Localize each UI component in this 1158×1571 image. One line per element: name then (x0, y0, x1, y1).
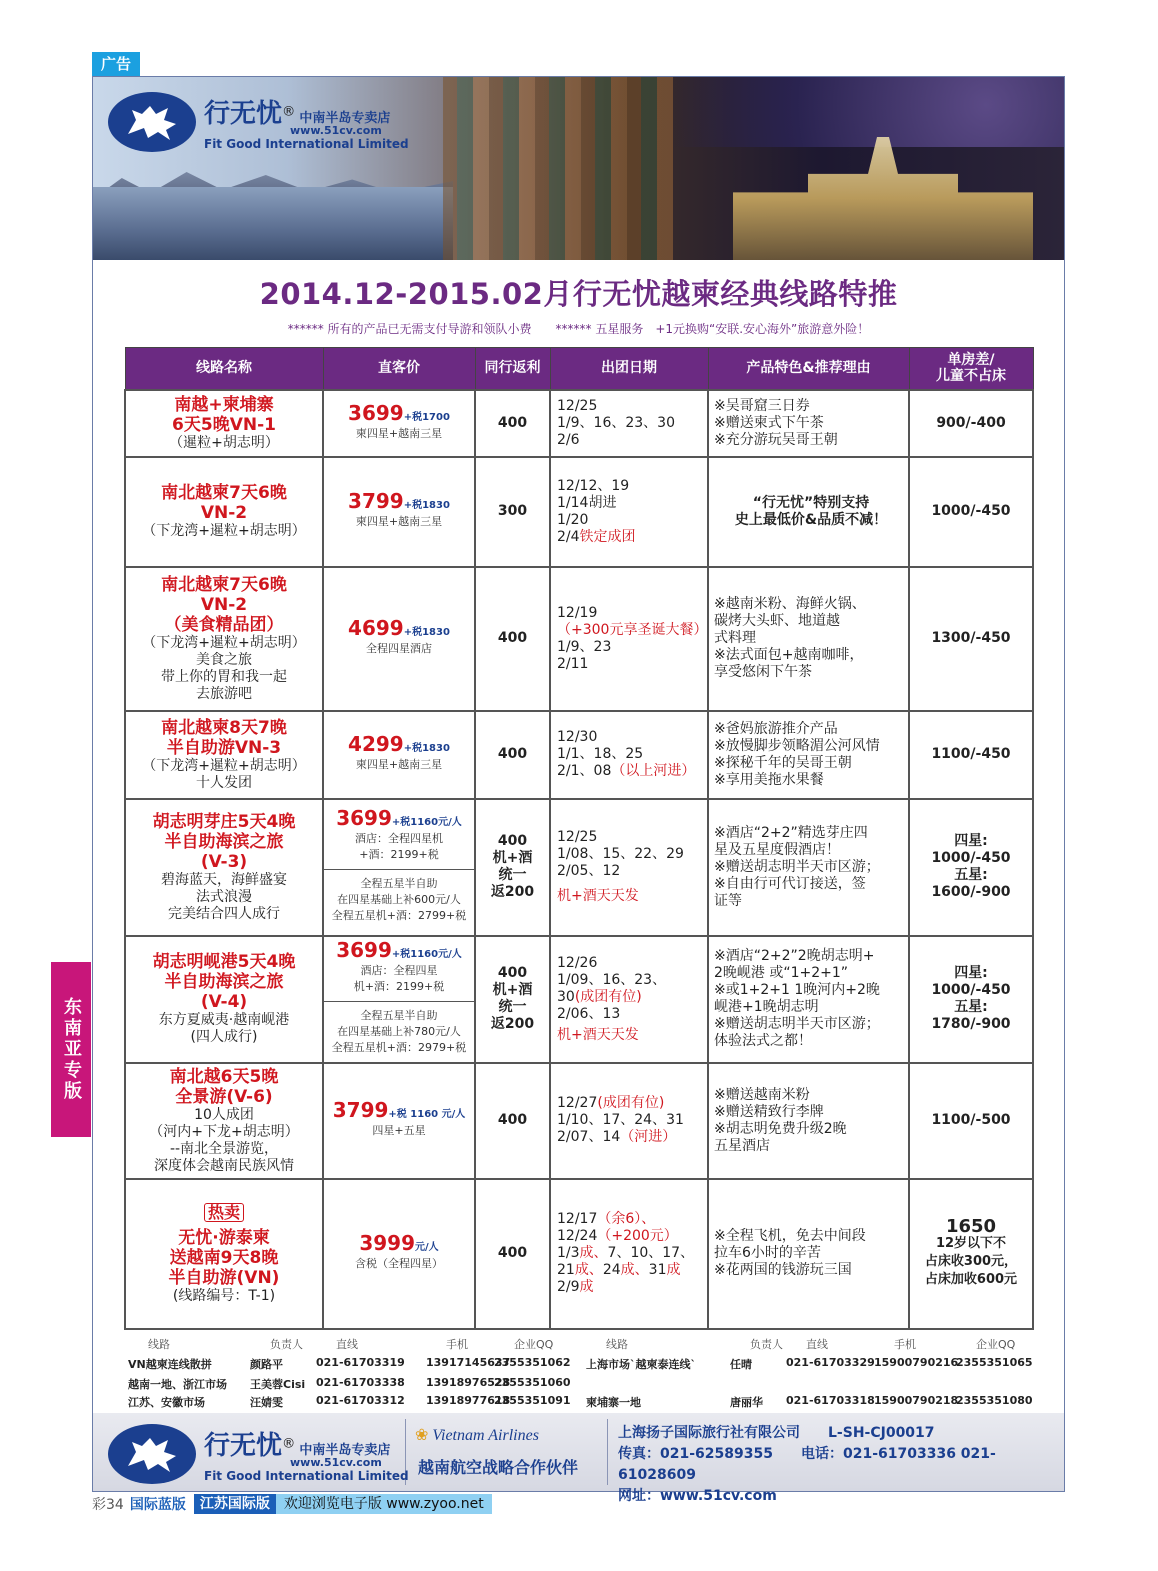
contact-cell: 2355351062 (494, 1356, 571, 1369)
route-price: 3999元/人 含税（全程四星） (323, 1179, 475, 1329)
contact-header: 线路 (148, 1338, 170, 1351)
route-features: ※爸妈旅游推介产品 ※放慢脚步领略湄公河风情 ※探秘千年的吴哥王朝 ※享用美拖水果餐 (708, 711, 909, 799)
contact-cell: 13917145637 (426, 1356, 511, 1369)
contact-cell: 15900790218 (874, 1394, 959, 1407)
agency-info: 上海扬子国际旅行社有限公司 L-SH-CJ00017 传真：021-62589355 电话：021-61703336 021-61028609 网址：www.51cv.com (618, 1425, 996, 1504)
routes-table (124, 347, 1034, 1330)
route-features: ※酒店“2+2”精选芽庄四 星及五星度假酒店！ ※赠送胡志明半天市区游； ※自由行可代订接送，签 证等 (708, 799, 909, 936)
route-room-diff: 1000/-450 (909, 457, 1033, 567)
route-features: ※酒店“2+2”2晚胡志明+ 2晚岘港 或“1+2+1” ※或1+2+1 1晚河内+2晚 岘港+1晚胡志明 ※赠送胡志明半天市区游； 体验法式之都！ (708, 936, 909, 1063)
route-features: ※全程飞机，免去中间段 拉车6小时的辛苦 ※花两国的钱游玩三国 (708, 1179, 909, 1329)
col-header: 单房差/ 儿童不占床 (909, 348, 1033, 390)
route-rebate: 400 (475, 567, 550, 711)
route-rebate: 400 (475, 390, 550, 457)
table-row (125, 799, 1033, 936)
route-name: 胡志明岘港5天4晚 半自助海滨之旅 (V-4) 东方夏威夷·越南岘港 (四人成行) (125, 936, 323, 1063)
contact-header: 直线 (336, 1338, 358, 1351)
route-room-diff: 四星: 1000/-450 五星: 1780/-900 (909, 936, 1033, 1063)
contact-cell: VN越柬连线散拼 (128, 1358, 212, 1371)
contact-cell: 汪婧雯 (250, 1396, 283, 1409)
contact-cell: 13918977618 (426, 1394, 511, 1407)
route-name: 热卖 无忧·游泰柬 送越南9天8晚 半自助游(VN) (线路编号：T-1) (125, 1179, 323, 1329)
contact-cell: 2355351091 (494, 1394, 571, 1407)
airline-partner: 越南航空战略合作伙伴 (418, 1458, 579, 1477)
contact-header: 企业QQ (976, 1338, 1016, 1351)
route-features: ※越南米粉、海鲜火锅、 碳烤大头虾、地道越 式料理 ※法式面包+越南咖啡， 享受悠闲下午茶 (708, 567, 909, 711)
route-dates: 12/12、19 1/14胡进 1/20 2/4铁定成团 (550, 457, 708, 567)
page-title: 2014.12-2015.02月行无忧越柬经典线路特推 (259, 277, 898, 311)
route-price: 3699+税1700 柬四星+越南三星 (323, 390, 475, 457)
route-room-diff: 900/-400 (909, 390, 1033, 457)
route-dates: 12/17（余6）、 12/24（+200元） 1/3成、7、10、17、 21成、24成、31成 2/9成 (550, 1179, 708, 1329)
contact-cell: 021-61703319 (316, 1356, 405, 1369)
route-rebate: 400 (475, 711, 550, 799)
page-number: 彩34 (92, 1497, 124, 1513)
route-name: 南越+柬埔寨 6天5晚VN-1 （暹粒+胡志明） (125, 390, 323, 457)
brand-english: Fit Good International Limited (204, 137, 409, 151)
table-row (125, 711, 1033, 799)
route-rebate: 400 机+酒 统一 返200 (475, 936, 550, 1063)
table-row (125, 567, 1033, 711)
table-row (125, 1179, 1033, 1329)
route-price: 4299+税1830 柬四星+越南三星 (323, 711, 475, 799)
table-row (125, 936, 1033, 1063)
contact-cell: 江苏、安徽市场 (128, 1396, 205, 1409)
route-room-diff: 1100/-500 (909, 1063, 1033, 1179)
route-room-diff: 1300/-450 (909, 567, 1033, 711)
hot-badge: 热卖 (204, 1203, 244, 1222)
route-name: 南北越柬8天7晚 半自助游VN-3 （下龙湾+暹粒+胡志明） 十人发团 (125, 711, 323, 799)
contact-cell: 唐丽华 (730, 1396, 763, 1409)
contact-cell: 任晴 (730, 1358, 752, 1371)
contact-header: 企业QQ (514, 1338, 554, 1351)
route-dates: 12/30 1/1、18、25 2/1、08（以上河进） (550, 711, 708, 799)
route-room-diff: 四星: 1000/-450 五星: 1600/-900 (909, 799, 1033, 936)
route-features: ※赠送越南米粉 ※赠送精致行李牌 ※胡志明免费升级2晚 五星酒店 (708, 1063, 909, 1179)
col-header: 线路名称 (125, 348, 323, 390)
route-features: ※吴哥窟三日券 ※赠送柬式下午茶 ※充分游玩吴哥王朝 (708, 390, 909, 457)
route-price: 3799+税 1160 元/人 四星+五星 (323, 1063, 475, 1179)
route-rebate: 300 (475, 457, 550, 567)
section-side-tab: 东南亚专版 (51, 962, 91, 1137)
col-header: 同行返利 (475, 348, 550, 390)
contact-header: 负责人 (270, 1338, 303, 1351)
contact-cell: 2355351080 (956, 1394, 1033, 1407)
brand-store: 中南半岛专卖店 (299, 111, 391, 126)
lotus-icon: ❀ (415, 1427, 429, 1444)
route-dates: 12/25 1/9、16、23、30 2/6 (550, 390, 708, 457)
route-price: 3699+税1160元/人 酒店：全程四星机 +酒：2199+税 全程五星半自助 在四星基础上补600元/人 全程五星机+酒：2799+税 (323, 799, 475, 936)
website-link[interactable]: 欢迎浏览电子版 www.zyoo.net (276, 1494, 492, 1514)
route-name: 南北越柬7天6晚 VN-2 （下龙湾+暹粒+胡志明） (125, 457, 323, 567)
table-row (125, 390, 1033, 457)
edition-label: 国际蓝版 (129, 1497, 186, 1513)
col-header: 直客价 (323, 348, 475, 390)
route-dates: 12/25 1/08、15、22、29 2/05、12 机+酒天天发 (550, 799, 708, 936)
contact-cell: 2355351060 (494, 1376, 571, 1389)
contact-header: 手机 (894, 1338, 916, 1351)
col-header: 出团日期 (550, 348, 708, 390)
table-header (125, 348, 1033, 390)
airline-logo: ❀ Vietnam Airlines (415, 1427, 539, 1444)
route-dates: 12/27(成团有位) 1/10、17、24、31 2/07、14（河进） (550, 1063, 708, 1179)
contact-cell: 021-61703312 (316, 1394, 405, 1407)
contact-cell: 2355351065 (956, 1356, 1033, 1369)
contact-cell: 上海市场`越柬泰连线` (586, 1358, 696, 1371)
contact-cell: 柬埔寨一地 (586, 1396, 641, 1409)
brand-logo: 行无忧® 中南半岛专卖店 www.51cv.com Fit Good International Limited (108, 92, 409, 152)
table-row (125, 457, 1033, 567)
route-dates: 12/19 （+300元享圣诞大餐） 1/9、23 2/11 (550, 567, 708, 711)
contact-cell: 021-61703318 (786, 1394, 875, 1407)
contact-header: 手机 (446, 1338, 468, 1351)
route-price: 3699+税1160元/人 酒店：全程四星 机+酒：2199+税 全程五星半自助 在四星基础上补780元/人 全程五星机+酒：2979+税 (323, 936, 475, 1063)
route-features: “行无忧”特别支持 史上最低价&品质不减！ (708, 457, 909, 567)
route-name: 胡志明芽庄5天4晚 半自助海滨之旅 (V-3) 碧海蓝天，海鲜盛宴 法式浪漫 完美结合四人成行 (125, 799, 323, 936)
contact-header: 负责人 (750, 1338, 783, 1351)
col-header: 产品特色&推荐理由 (708, 348, 909, 390)
contact-cell: 021-61703338 (316, 1376, 405, 1389)
route-rebate: 400 (475, 1063, 550, 1179)
brand-name: 行无忧 (204, 99, 283, 129)
footer-logo: 行无忧® 中南半岛专卖店 www.51cv.com Fit Good International Limited (108, 1424, 409, 1484)
contact-cell: 15900790216 (874, 1356, 959, 1369)
route-rebate: 400 机+酒 统一 返200 (475, 799, 550, 936)
route-price: 4699+税1830 全程四星酒店 (323, 567, 475, 711)
route-name: 南北越柬7天6晚 VN-2 （美食精品团） （下龙湾+暹粒+胡志明） 美食之旅 带上你的胃和我一起 去旅游吧 (125, 567, 323, 711)
horse-icon (108, 1424, 196, 1484)
contact-cell: 王美蓉Cisi (250, 1378, 306, 1391)
section-label: 江苏国际版 (194, 1494, 276, 1514)
contact-header: 线路 (606, 1338, 628, 1351)
contact-cell: 颜路平 (250, 1358, 283, 1371)
contact-cell: 13918976528 (426, 1376, 511, 1389)
ad-tag: 广告 (92, 52, 140, 76)
route-room-diff: 1650 12岁以下不 占床收300元， 占床加收600元 (909, 1179, 1033, 1329)
route-dates: 12/26 1/09、16、23、 30(成团有位) 2/06、13 机+酒天天发 (550, 936, 708, 1063)
table-row (125, 1063, 1033, 1179)
route-price: 3799+税1830 柬四星+越南三星 (323, 457, 475, 567)
brand-url: www.51cv.com (290, 124, 382, 137)
contact-cell: 021-61703329 (786, 1356, 875, 1369)
page-footer (92, 1494, 492, 1514)
horse-icon (108, 92, 196, 152)
route-name: 南北越6天5晚 全景游(V-6) 10人成团 （河内+下龙+胡志明） --南北全景游览， 深度体会越南民族风情 (125, 1063, 323, 1179)
contact-header: 直线 (806, 1338, 828, 1351)
contact-cell: 越南一地、浙江市场 (128, 1378, 227, 1391)
route-rebate: 400 (475, 1179, 550, 1329)
page-subtitle: ****** 所有的产品已无需支付导游和领队小费 ****** 五星服务 +1元换购“安联.安心海外”旅游意外险！ (287, 322, 870, 336)
route-room-diff: 1100/-450 (909, 711, 1033, 799)
